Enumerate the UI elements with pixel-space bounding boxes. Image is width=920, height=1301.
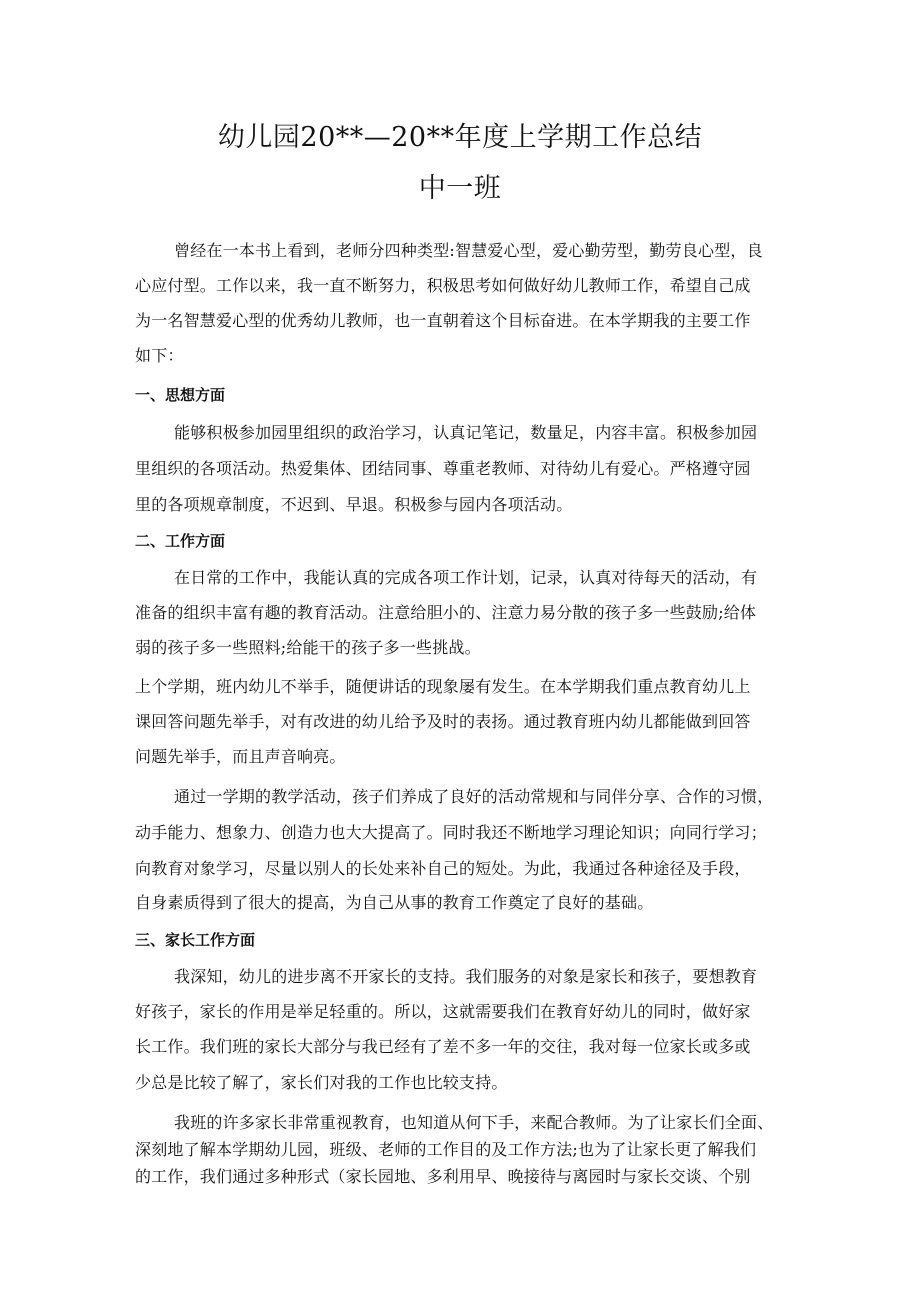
paragraph-line: 动手能力、想象力、创造力也大大提高了。同时我还不断地学习理论知识；向同行学习； — [135, 823, 767, 842]
paragraph-line: 好孩子，家长的作用是举足轻重的。所以，这就需要我们在教育好幼儿的同时，做好家 — [135, 1002, 751, 1021]
section-heading: 二、工作方面 — [135, 532, 226, 550]
paragraph-line: 为一名智慧爱心型的优秀幼儿教师，也一直朝着这个目标奋进。在本学期我的主要工作 — [135, 311, 751, 330]
document-title: 幼儿园20**—20**年度上学期工作总结 — [217, 122, 703, 153]
paragraph-line: 长工作。我们班的家长大部分与我已经有了差不多一年的交往，我对每一位家长或多或 — [135, 1037, 751, 1056]
paragraph-line: 深刻地了解本学期幼儿园，班级、老师的工作目的及工作方法;也为了让家长更了解我们 — [135, 1140, 757, 1159]
paragraph-line: 心应付型。工作以来，我一直不断努力，积极思考如何做好幼儿教师工作，希望自己成 — [135, 276, 751, 295]
paragraph-line: 在日常的工作中，我能认真的完成各项工作计划，记录，认真对待每天的活动，有 — [174, 568, 758, 587]
paragraph-line: 问题先举手，而且声音响亮。 — [135, 747, 346, 766]
paragraph-line: 的工作，我们通过多种形式（家长园地、多利用早、晚接待与离园时与家长交谈、个别 — [135, 1167, 751, 1186]
paragraph-line: 自身素质得到了很大的提高，为自己从事的教育工作奠定了良好的基础。 — [135, 893, 654, 912]
paragraph-line: 如下： — [135, 346, 184, 365]
paragraph-line: 少总是比较了解了，家长们对我的工作也比较支持。 — [135, 1073, 508, 1092]
paragraph-line: 准备的组织丰富有趣的教育活动。注意给胆小的、注意力易分散的孩子多一些鼓励;给体 — [135, 603, 757, 622]
paragraph-line: 曾经在一本书上看到，老师分四种类型:智慧爱心型，爱心勤劳型，勤劳良心型，良 — [174, 241, 763, 260]
paragraph-line: 里组织的各项活动。热爱集体、团结同事、尊重老教师、对待幼儿有爱心。严格遵守园 — [135, 459, 751, 478]
paragraph-line: 课回答问题先举手，对有改进的幼儿给予及时的表扬。通过教育班内幼儿都能做到回答 — [135, 712, 751, 731]
section-heading: 一、思想方面 — [135, 386, 226, 404]
section-heading: 三、家长工作方面 — [135, 931, 256, 949]
paragraph-line: 通过一学期的教学活动，孩子们养成了良好的活动常规和与同伴分享、合作的习惯， — [174, 787, 774, 806]
paragraph-line: 里的各项规章制度，不迟到、早退。积极参与园内各项活动。 — [135, 495, 573, 514]
paragraph-line: 能够积极参加园里组织的政治学习，认真记笔记，数量足，内容丰富。积极参加园 — [174, 423, 758, 442]
paragraph-line: 上个学期，班内幼儿不举手，随便讲话的现象屡有发生。在本学期我们重点教育幼儿上 — [135, 677, 751, 696]
class-subtitle: 中一班 — [418, 173, 502, 204]
paragraph-line: 我深知，幼儿的进步离不开家长的支持。我们服务的对象是家长和孩子，要想教育 — [174, 967, 758, 986]
paragraph-line: 我班的许多家长非常重视教育，也知道从何下手，来配合教师。为了让家长们全面、 — [174, 1113, 774, 1132]
paragraph-line: 向教育对象学习，尽量以别人的长处来补自己的短处。为此，我通过各种途径及手段， — [135, 859, 751, 878]
paragraph-line: 弱的孩子多一些照料;给能干的孩子多一些挑战。 — [135, 638, 481, 657]
